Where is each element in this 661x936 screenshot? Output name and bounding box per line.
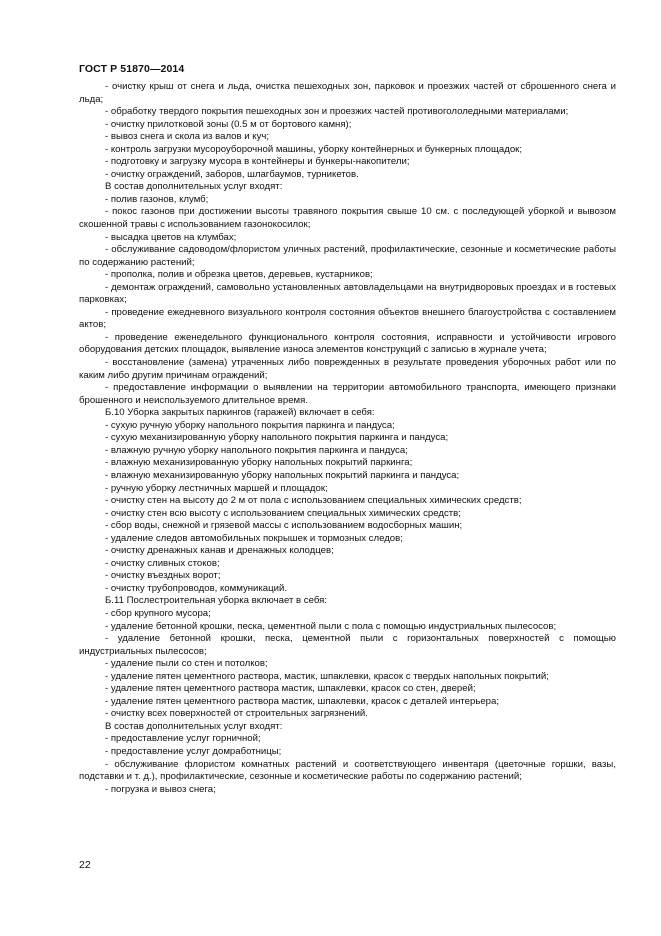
body-paragraph: - очистку стен на высоту до 2 м от пола с использованием специальных химических средств; [105,495,522,507]
body-paragraph: - предоставление услуг горничной; [105,733,261,745]
body-paragraph: - удаление следов автомобильных покрышек и тормозных следов; [105,532,403,544]
body-paragraph: - сбор крупного мусора; [105,607,211,619]
body-paragraph: - сухую механизированную уборку напольного покрытия паркинга и пандуса; [105,432,449,444]
body-paragraph: - удаление пятен цементного раствора мастик, шпаклевки, красок со стен, дверей; [105,683,476,695]
body-paragraph: - проведение ежедневного визуального контроля состояния объектов внешнего благоустройства с составлением актов; [79,306,616,331]
body-paragraph: В состав дополнительных услуг входят: [105,181,283,193]
body-paragraph: Б.10 Уборка закрытых паркингов (гаражей) включает в себя: [105,407,375,419]
body-paragraph: - сухую ручную уборку напольного покрытия паркинга и пандуса; [105,419,395,431]
body-paragraph: В состав дополнительных услуг входят: [105,720,283,732]
body-paragraph: - проведение еженедельного функционального контроля состояния, исправности и устойчивости игрового оборудования детских площадок, выявление износа элементов конструкций с записью в журнале учета; [79,331,616,356]
body-paragraph: - очистку въездных ворот; [105,570,221,582]
body-paragraph: - контроль загрузки мусороуборочной машины, уборку контейнерных и бункерных площадок; [105,143,523,155]
body-paragraph: - погрузка и вывоз снега; [105,783,216,795]
body-paragraph: - покос газонов при достижении высоты травяного покрытия свыше 10 см. с последующей уборкой и вывозом скошенной травы с использованием газонокосилок; [79,206,616,231]
body-paragraph: - очистку стен всю высоту с использованием специальных химических средств; [105,507,461,519]
body-paragraph: - восстановление (замена) утраченных либо поврежденных в результате проведения уборочных работ или по каким либо другим причинам ограждений; [79,357,616,381]
body-paragraph: - очистку ограждений, заборов, шлагбаумов, турникетов. [105,168,359,180]
document-header: ГОСТ Р 51870—2014 [79,63,185,75]
body-paragraph: - предоставление информации о выявлении на территории автомобильного транспорта, имеющего признаки брошенного и неиспользуемого длительное время. [79,382,616,406]
body-paragraph: - влажную механизированную уборку напольных покрытий паркинга; [105,457,413,469]
body-paragraph: Б.11 Послестроительная уборка включает в себя: [105,595,327,607]
body-paragraph: - обслуживание флористом комнатных растений и соответствующего инвентаря (цветочные горшки, вазы, подставки и т. д.), профилактические, сезонные и косметические работы по содержанию растений; [79,758,616,783]
body-paragraph: - вывоз снега и скола из валов и куч; [105,131,270,143]
body-paragraph: - сбор воды, снежной и грязевой массы с использованием водосборных машин; [105,520,463,532]
body-paragraph: - удаление бетонной крошки, песка, цементной пыли с пола с помощью индустриальных пылесосов; [105,620,557,632]
body-paragraph: - предоставление услуг домработницы; [105,745,282,757]
body-paragraph: - очистку всех поверхностей от строительных загрязнений. [105,708,368,720]
body-paragraph: - очистку дренажных канав и дренажных колодцев; [105,545,334,557]
body-paragraph: - влажную ручную уборку напольного покрытия паркинга и пандуса; [105,444,408,456]
body-paragraph: - демонтаж ограждений, самовольно установленных автовладельцами на внутридворовых проездах и в гостевых парковках; [79,281,616,306]
body-paragraph: - очистку прилотковой зоны (0.5 м от бортового камня); [105,118,352,130]
document-body [79,81,616,796]
body-paragraph: - удаление пыли со стен и потолков; [105,658,268,670]
body-paragraph: - прополка, полив и обрезка цветов, деревьев, кустарников; [105,269,373,281]
body-paragraph: - высадка цветов на клумбах; [105,231,237,243]
body-paragraph: - удаление пятен цементного раствора, мастик, шпаклевки, красок с твердых напольных покрытий; [105,670,549,682]
body-paragraph: - очистку крыш от снега и льда, очистка пешеходных зон, парковок и проезжих частей от сброшенного снега и льда; [79,81,616,105]
body-paragraph: - обработку твердого покрытия пешеходных зон и проезжих частей противогололедными материалами; [105,106,569,118]
body-paragraph: - удаление пятен цементного раствора мастик, шпаклевки, красок с деталей интерьера; [105,695,500,707]
body-paragraph: - очистку сливных стоков; [105,557,220,569]
body-paragraph: - обслуживание садоводом/флористом уличных растений, профилактические, сезонные и косметические работы по содержанию растений; [79,244,616,268]
page-number: 22 [79,859,91,871]
body-paragraph: - влажную механизированную уборку напольных покрытий паркинга и пандуса; [105,469,460,481]
body-paragraph: - удаление бетонной крошки, песка, цементной пыли с горизонтальных поверхностей с помощью индустриальных пылесосов; [79,633,616,657]
body-paragraph: - очистку трубопроводов, коммуникаций. [105,582,288,594]
body-paragraph: - полив газонов, клумб; [105,193,209,205]
body-paragraph: - ручную уборку лестничных маршей и площадок; [105,482,328,494]
body-paragraph: - подготовку и загрузку мусора в контейнеры и бункеры-накопители; [105,156,410,168]
